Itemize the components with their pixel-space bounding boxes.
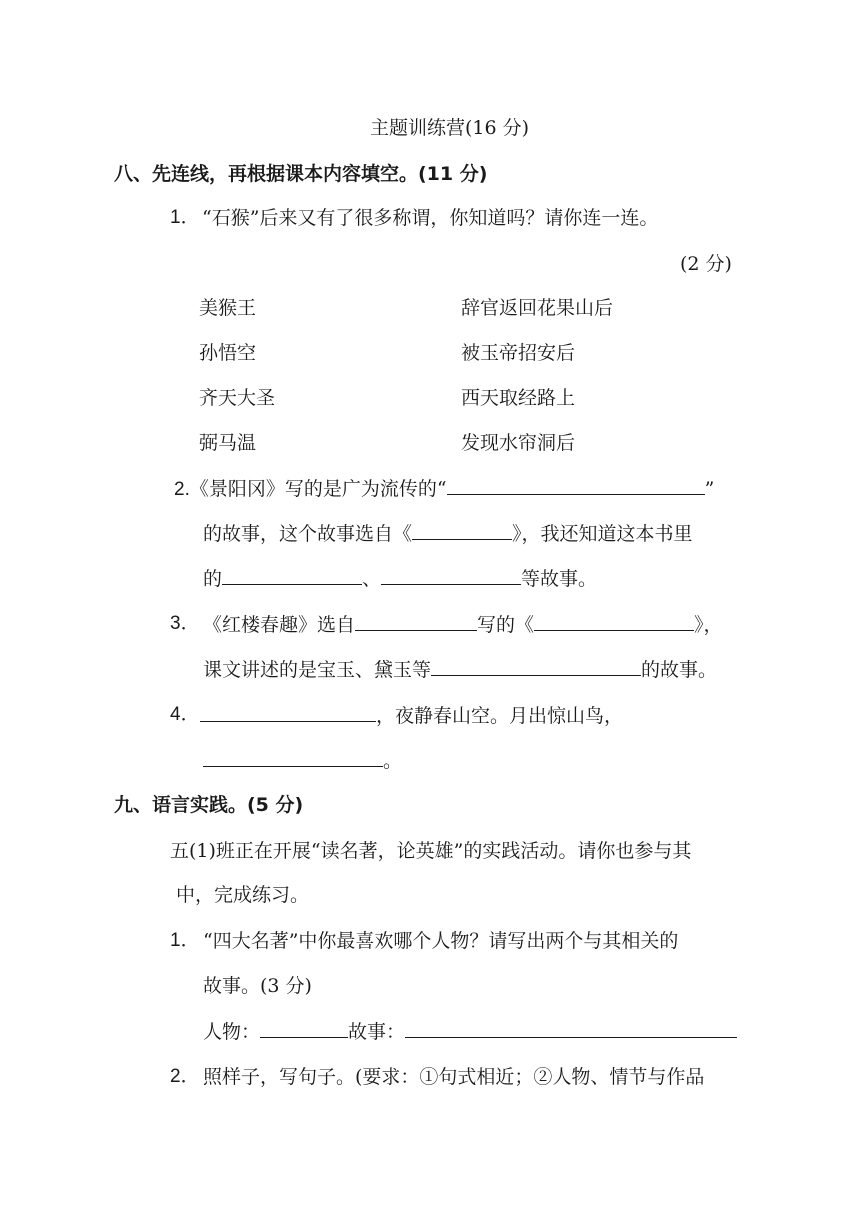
answer-blank[interactable] xyxy=(447,476,705,495)
answer-blank[interactable] xyxy=(203,748,383,767)
q1-score: (2 分) xyxy=(680,253,732,275)
match-right-item[interactable]: 西天取经路上 xyxy=(461,387,576,409)
q1-text: “石猴”后来又有了很多称谓，你知道吗？请你连一连。 xyxy=(202,207,659,229)
answer-blank[interactable] xyxy=(222,566,362,585)
s9-q1-answer-line xyxy=(203,1019,737,1044)
q2-text: ” xyxy=(704,478,715,500)
q2-text: 的故事，这个故事选自《 xyxy=(203,523,413,545)
q2-text: 、 xyxy=(362,568,382,590)
q2-text: 《景阳冈》写的是广为流传的“ xyxy=(189,478,447,500)
q4-number: 4． xyxy=(170,704,200,725)
section-9-heading: 九、语言实践。(5 分) xyxy=(114,794,304,816)
answer-blank[interactable] xyxy=(200,703,376,722)
story-blank[interactable] xyxy=(405,1019,737,1038)
q3-text: 的故事。 xyxy=(641,659,718,681)
section-9-intro: 五(1)班正在开展“读名著，论英雄”的实践活动。请你也参与其 xyxy=(170,840,692,862)
q4-line-1 xyxy=(200,703,623,728)
s9-q2-number: 2． xyxy=(170,1066,200,1087)
q3-text: 《红楼春趣》选自 xyxy=(203,614,356,636)
q3-number: 3． xyxy=(170,613,200,634)
match-left-item[interactable]: 弼马温 xyxy=(199,432,257,454)
q2-line-1 xyxy=(174,476,714,502)
story-label: 故事： xyxy=(348,1021,406,1043)
s9-q2-text: 照样子，写句子。(要求：①句式相近；②人物、情节与作品 xyxy=(203,1066,705,1088)
q4-line-2 xyxy=(203,748,402,773)
match-right-item[interactable]: 被玉帝招安后 xyxy=(461,342,576,364)
q2-line-2 xyxy=(203,521,693,546)
answer-blank[interactable] xyxy=(381,566,521,585)
q2-text: 的 xyxy=(203,568,223,590)
person-blank[interactable] xyxy=(260,1019,348,1038)
match-left-item[interactable]: 孙悟空 xyxy=(199,342,257,364)
section-9-intro: 中，完成练习。 xyxy=(176,884,310,906)
match-right-item[interactable]: 发现水帘洞后 xyxy=(461,432,576,454)
match-right-item[interactable]: 辞官返回花果山后 xyxy=(461,297,614,319)
s9-q1-text: 故事。(3 分) xyxy=(203,975,312,997)
answer-blank[interactable] xyxy=(412,521,512,540)
q2-text: 等故事。 xyxy=(521,568,598,590)
answer-blank[interactable] xyxy=(355,612,477,631)
match-left-item[interactable]: 齐天大圣 xyxy=(199,387,276,409)
q2-number: 2. xyxy=(174,479,190,500)
q3-text: 写的《 xyxy=(477,614,535,636)
q4-text: 。 xyxy=(383,750,403,772)
s9-q1-number: 1． xyxy=(170,930,200,951)
answer-blank[interactable] xyxy=(534,612,694,631)
q3-text: 课文讲述的是宝玉、黛玉等 xyxy=(203,659,432,681)
q2-text: 》，我还知道这本书里 xyxy=(512,523,693,545)
q4-text: ，夜静春山空。月出惊山鸟， xyxy=(376,705,624,727)
q1-number: 1． xyxy=(170,207,200,228)
q3-text: 》， xyxy=(694,614,723,636)
q2-line-3 xyxy=(203,566,597,591)
person-label: 人物： xyxy=(203,1021,261,1043)
section-8-heading: 八、先连线，再根据课本内容填空。(11 分) xyxy=(114,163,488,185)
answer-blank[interactable] xyxy=(431,657,641,676)
q3-line-1 xyxy=(203,612,723,637)
page-title: 主题训练营(16 分) xyxy=(370,117,530,139)
q3-line-2 xyxy=(203,657,717,682)
match-left-item[interactable]: 美猴王 xyxy=(199,297,257,319)
s9-q1-text: “四大名著”中你最喜欢哪个人物？请写出两个与其相关的 xyxy=(203,930,679,952)
